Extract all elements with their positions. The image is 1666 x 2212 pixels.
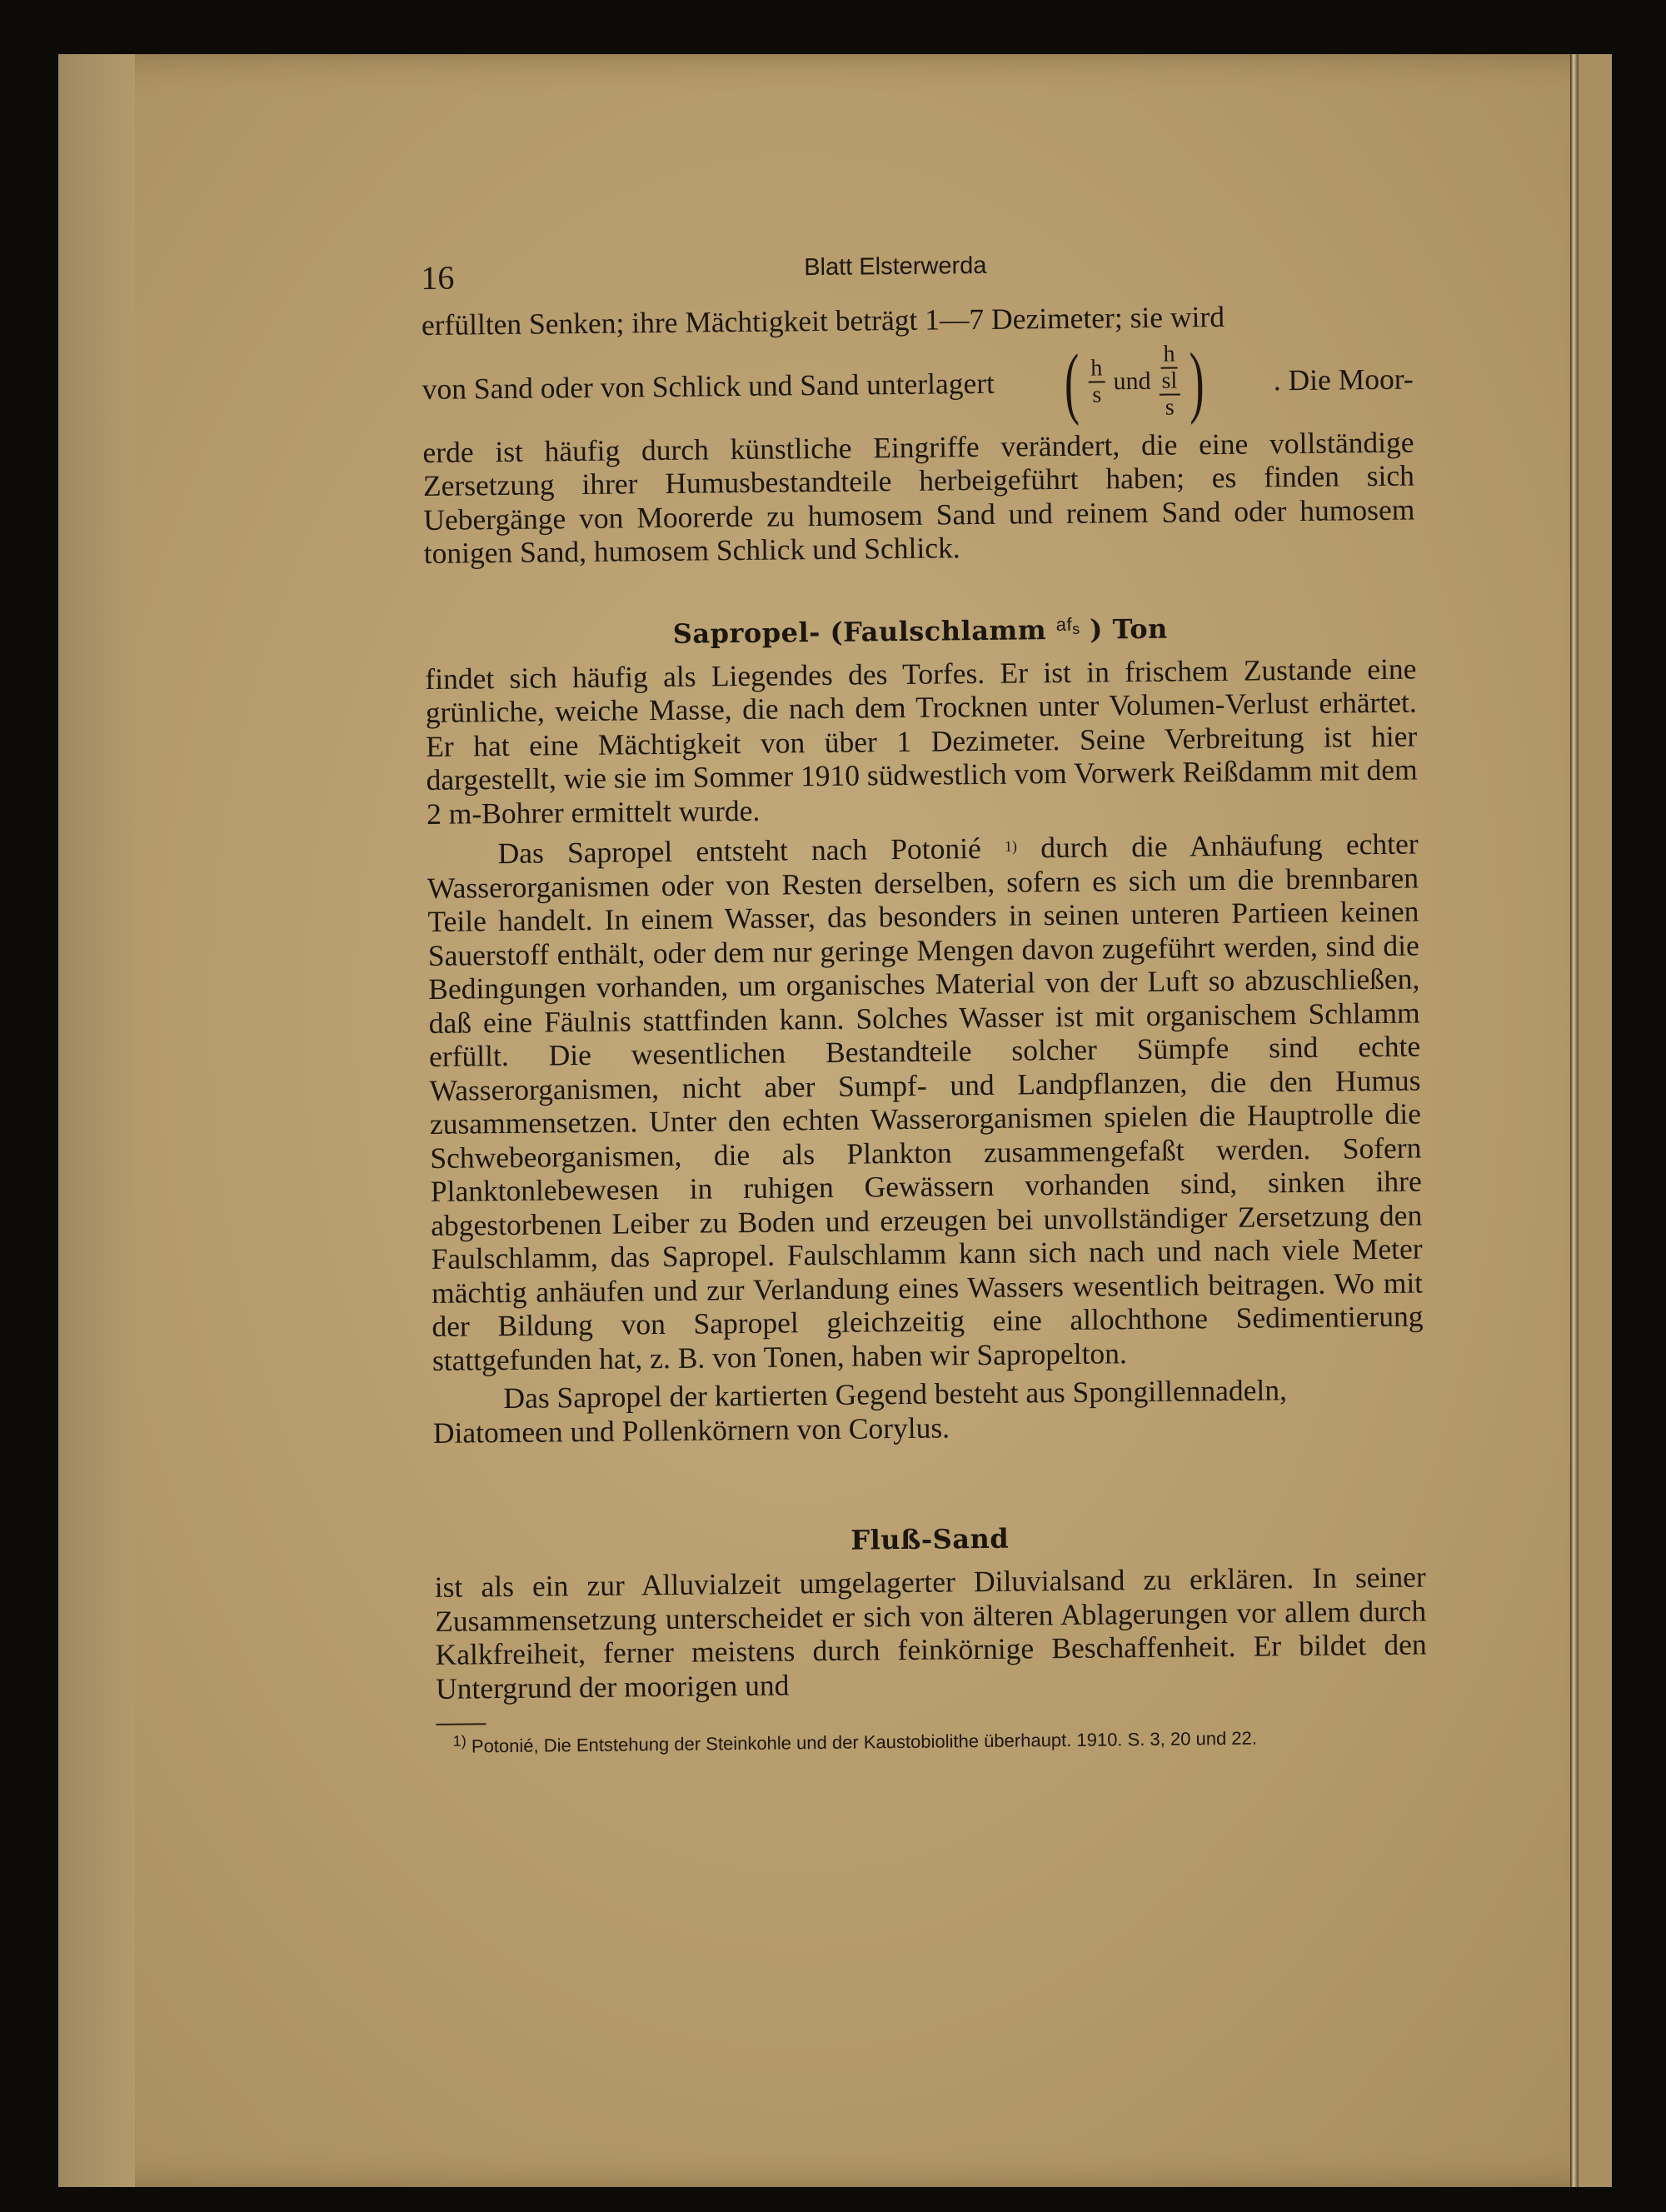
heading-symbol: afs: [1055, 613, 1080, 637]
fraction-1-numerator: h: [1088, 356, 1105, 382]
formula-text-before: von Sand oder von Schlick und Sand unterlagert: [421, 366, 995, 406]
text-block: [421, 240, 1428, 1760]
page-number: 16: [421, 258, 455, 297]
sapropel-paragraph-1: findet sich häufig als Liegendes des Torfes. Er ist in frischem Zustande eine grünliche, weiche Masse, die nach dem Trocknen unter Volumen-Verlust erhärtet. Er hat eine Mächtigkeit von über 1 Dezimeter. Seine Verbreitung ist hier dargestellt, wie sie im Sommer 1910 südwestlich vom Vorwerk Reißdamm mit dem 2 m-Bohrer ermittelt wurde.: [425, 652, 1418, 831]
fraction-1-denominator: s: [1092, 381, 1102, 408]
sapropel-paragraph-2: Das Sapropel entsteht nach Potonié $^{1)}$ durch die Anhäufung echter Wasserorganismen oder von Resten derselben, sofern es sich um die brennbaren Teile handelt. In einem Wasser, das besonders in seinen unteren Partieen keinen Sauerstoff enthält, oder dem nur geringe Mengen davon zugeführt werden, sind die Bedingungen vorhanden, um organisches Material von der Luft so abzuschließen, daß eine Fäulnis stattfinden kann. Solches Wasser ist mit organischem Schlamm erfüllt. Die wesentlichen Bestandteile solcher Sümpfe sind echte Wasserorganismen, nicht aber Sumpf- und Landpflanzen, die den Humus zusammensetzen. Unter den echten Wasserorganismen spielen die Hauptrolle die Schwebeorganismen, die als Plankton zusammengefaßt werden. Sofern Planktonlebewesen in ruhigen Gewässern vorhanden sind, sinken ihre abgestorbenen Leiber zu Boden und erzeugen bei unvollständiger Zersetzung den Faulschlamm, das Sapropel. Faulschlamm kann sich nach und nach viele Meter mächtig anhäufen und zur Verlandung eines Wassers wesentlich beitragen. Wo mit der Bildung von Sapropel gleichzeitig eine allochthone Sedimentierung stattgefunden hat, z. B. von Tonen, haben wir Sapropelton.: [426, 826, 1424, 1377]
fraction-2-denominator: s: [1165, 394, 1175, 421]
formula-line: [421, 332, 1414, 435]
soil-formula: [1058, 335, 1210, 427]
fraction-h-over-sl-over-s: [1159, 342, 1180, 420]
heading-sapropel-text: Sapropel- (Faulschlamm: [672, 613, 1047, 650]
fraction-2-numerator: h: [1160, 342, 1177, 368]
left-parenthesis: (: [1064, 337, 1080, 427]
section-heading-sapropel: [425, 610, 1416, 652]
heading-sapropel-end: ) Ton: [1090, 612, 1169, 646]
fraction-h-over-s: [1088, 356, 1105, 407]
fraction-2-middle: sl: [1159, 368, 1180, 395]
fluss-sand-paragraph: ist als ein zur Alluvialzeit umgelagerter Diluvialsand zu erklären. In seiner Zusammensetzung unterscheidet er sich von älteren Ablagerungen vor allem durch Kalkfreiheit, ferner meistens durch feinkörnige Beschaffenheit. Er bildet den Untergrund der moorigen und: [434, 1560, 1427, 1705]
footnote-rule: [436, 1723, 486, 1725]
book-spine: [1570, 54, 1579, 2187]
footnote-reference: 1): [1004, 837, 1018, 855]
formula-text-after: . Die Moor-: [1273, 362, 1414, 397]
footnote-text: Potonié, Die Entstehung der Steinkohle und der Kaustobiolithe überhaupt. 1910. S. 3, 20 und 22.: [471, 1727, 1258, 1757]
footnote-mark: 1): [452, 1732, 466, 1750]
formula-und: und: [1113, 367, 1151, 395]
intro-line-1: erfüllten Senken; ihre Mächtigkeit beträgt 1—7 Dezimeter; sie wird: [421, 299, 1225, 342]
right-parenthesis: ): [1188, 335, 1205, 425]
page-margin-shadow: [58, 54, 135, 2187]
sapropel-paragraph-3: Das Sapropel der kartierten Gegend besteht aus Spongillennadeln, Diatomeen und Pollenkörnern von Corylus.: [432, 1373, 1288, 1450]
running-title: Blatt Elsterwerda: [804, 252, 987, 282]
adjacent-page-edge: [1579, 54, 1612, 2187]
page-header: [421, 240, 1413, 308]
intro-paragraph: erde ist häufig durch künstliche Eingriffe verändert, die eine vollständige Zersetzung ihrer Humusbestandteile herbeigeführt haben; es finden sich Uebergänge von Moorerde zu humosem Sand und reinem Sand oder humosem tonigen Sand, humosem Schlick und Schlick.: [422, 425, 1415, 570]
section-heading-fluss-sand: Fluß-Sand: [850, 1522, 1010, 1556]
